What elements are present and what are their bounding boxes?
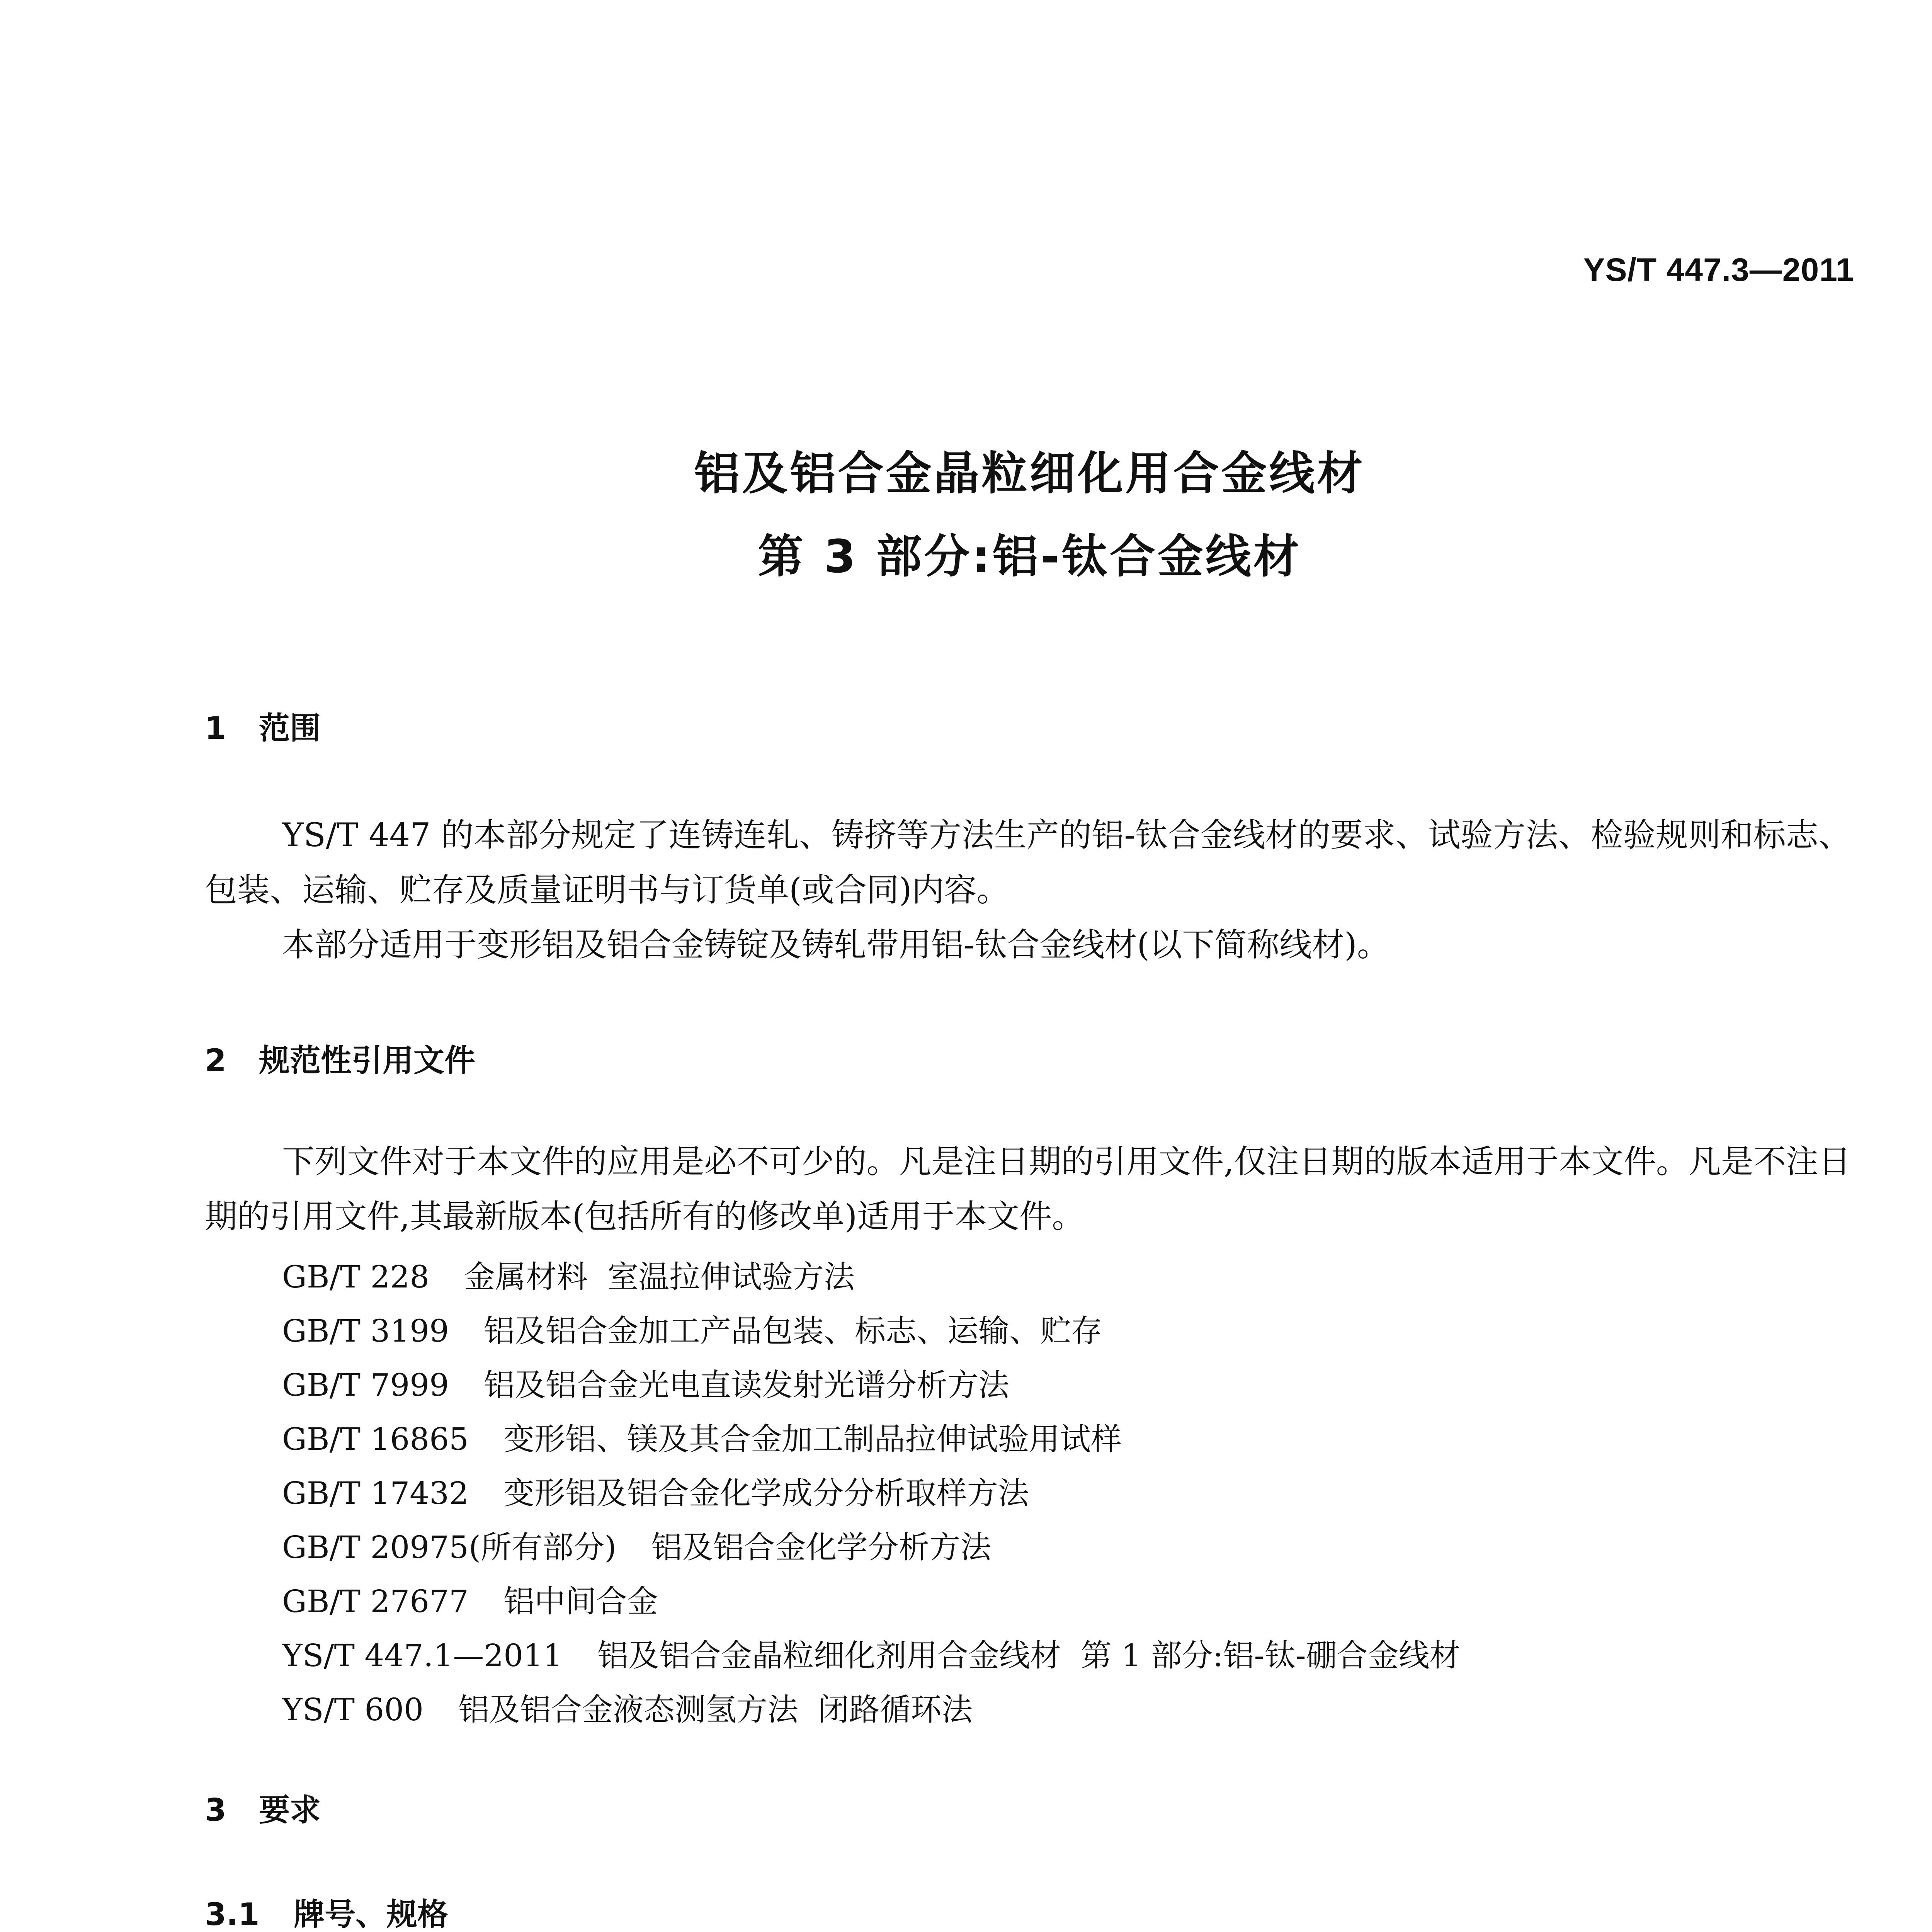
section-number: 1 [205, 710, 226, 746]
reference-title: 变形铝、镁及其合金加工制品拉伸试验用试样 [503, 1421, 1122, 1457]
section-3-heading [205, 1785, 321, 1830]
subsection-title: 牌号、规格 [294, 1896, 448, 1932]
section-2-intro [205, 1134, 1851, 1244]
reference-title: 铝及铝合金晶粒细化剂用合金线材 第 1 部分:铝-钛-硼合金线材 [597, 1638, 1461, 1673]
reference-code: GB/T 16865 [282, 1421, 469, 1457]
title-line-1: 铝及铝合金晶粒细化用合金线材 [694, 447, 1365, 500]
reference-code: YS/T 600 [282, 1692, 424, 1728]
reference-title: 铝中间合金 [503, 1583, 658, 1619]
reference-title: 铝及铝合金化学分析方法 [651, 1529, 992, 1565]
reference-title: 铝及铝合金光电直读发射光谱分析方法 [484, 1367, 1010, 1403]
reference-code: GB/T 17432 [282, 1475, 469, 1511]
reference-code: GB/T 7999 [282, 1367, 449, 1403]
reference-code: GB/T 228 [282, 1259, 430, 1295]
section-title: 规范性引用文件 [259, 1043, 475, 1078]
title-line-2: 第 3 部分:铝-钛合金线材 [758, 530, 1301, 583]
section-title: 要求 [259, 1792, 321, 1828]
reference-item [282, 1360, 1009, 1405]
reference-item [282, 1522, 991, 1567]
reference-item [282, 1468, 1029, 1513]
section-1-body [205, 808, 1851, 972]
section-1-heading [205, 703, 321, 748]
paragraph: 本部分适用于变形铝及铝合金铸锭及铸轧带用铝-钛合金线材(以下简称线材)。 [282, 926, 1389, 964]
reference-item [282, 1306, 1102, 1350]
paragraph: 下列文件对于本文件的应用是必不可少的。凡是注日期的引用文件,仅注日期的版本适用于本文件。凡是不注日期的引用文件,其最新版本(包括所有的修改单)适用于本文件。 [205, 1143, 1851, 1235]
standard-code: YS/T 447.3—2011 [1583, 252, 1854, 288]
section-number: 2 [205, 1043, 226, 1078]
subsection-number: 3.1 [205, 1896, 260, 1932]
reference-item [282, 1414, 1122, 1459]
section-title: 范围 [259, 710, 321, 746]
reference-title: 铝及铝合金液态测氢方法 闭路循环法 [458, 1692, 973, 1728]
reference-code: GB/T 3199 [282, 1313, 449, 1349]
reference-item [282, 1631, 1461, 1675]
subsection-3-1-heading [205, 1889, 448, 1932]
reference-item [282, 1252, 855, 1296]
section-2-heading [205, 1036, 475, 1080]
reference-code: YS/T 447.1—2011 [282, 1638, 563, 1673]
paragraph: YS/T 447 的本部分规定了连铸连轧、铸挤等方法生产的铝-钛合金线材的要求、试验方法、检验规则和标志、包装、运输、贮存及质量证明书与订货单(或合同)内容。 [205, 816, 1851, 909]
reference-title: 变形铝及铝合金化学成分分析取样方法 [503, 1475, 1029, 1511]
reference-item [282, 1577, 658, 1621]
section-number: 3 [205, 1792, 226, 1828]
reference-code: GB/T 27677 [282, 1583, 469, 1619]
reference-code: GB/T 20975(所有部分) [282, 1529, 617, 1565]
reference-title: 金属材料 室温拉伸试验方法 [464, 1259, 855, 1295]
reference-title: 铝及铝合金加工产品包装、标志、运输、贮存 [484, 1313, 1102, 1349]
reference-item [282, 1685, 973, 1729]
